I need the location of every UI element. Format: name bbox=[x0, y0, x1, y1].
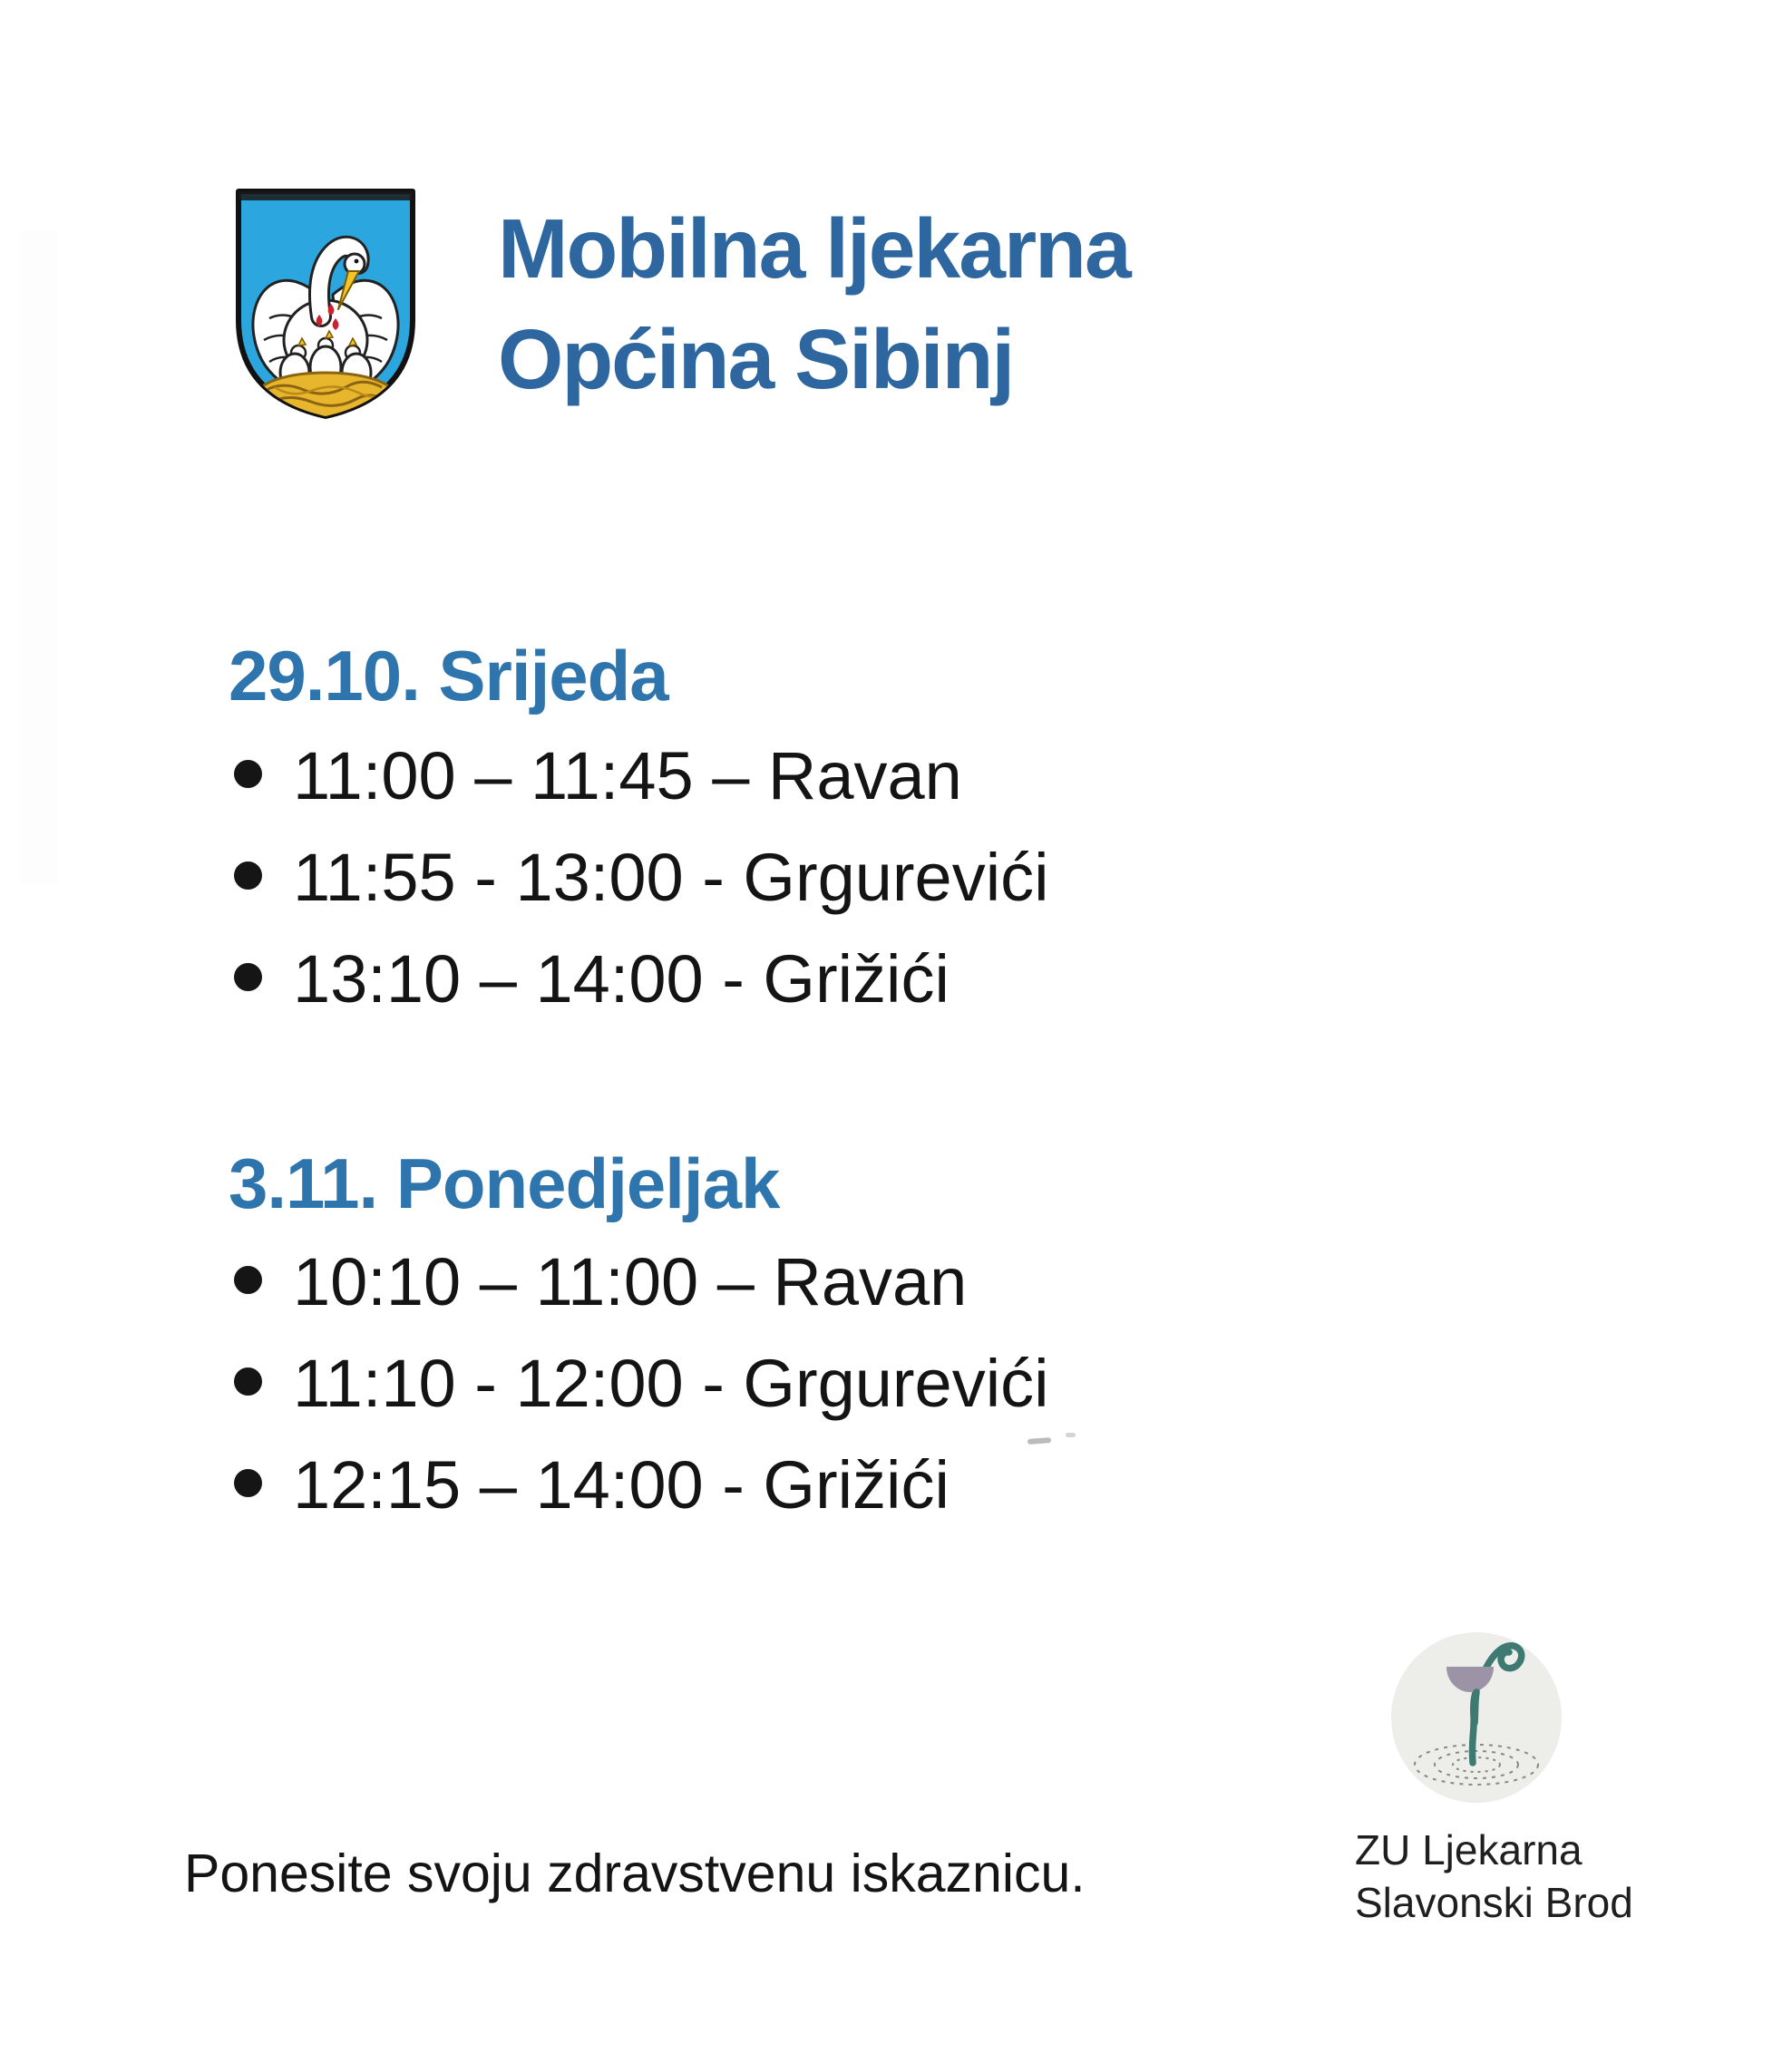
sibinj-coat-of-arms-icon bbox=[229, 184, 422, 423]
bullet-dot-icon bbox=[234, 861, 262, 890]
bullet-dot-icon bbox=[234, 1469, 262, 1497]
list-item bbox=[234, 1231, 1049, 1333]
schedule-entry: 12:15 – 14:00 - Grižići bbox=[293, 1447, 950, 1523]
pharmacy-name-line2: Slavonski Brod bbox=[1355, 1879, 1633, 1926]
schedule-date-heading-2: 3.11. Ponedjeljak bbox=[229, 1143, 780, 1223]
schedule-entry: 11:00 – 11:45 – Ravan bbox=[293, 738, 962, 813]
list-item bbox=[234, 725, 1049, 827]
flyer-title-line1: Mobilna ljekarna bbox=[498, 201, 1130, 296]
list-item bbox=[234, 929, 1049, 1030]
schedule-entry: 11:55 - 13:00 - Grgurevići bbox=[293, 840, 1049, 915]
schedule-date-heading-1: 29.10. Srijeda bbox=[229, 636, 668, 715]
bullet-dot-icon bbox=[234, 963, 262, 991]
list-item bbox=[234, 827, 1049, 929]
schedule-list-2 bbox=[229, 1231, 1049, 1536]
bullet-dot-icon bbox=[234, 1266, 262, 1294]
bring-health-card-note: Ponesite svoju zdravstvenu iskaznicu. bbox=[184, 1844, 1086, 1903]
flyer-title-line2: Općina Sibinj bbox=[498, 312, 1014, 406]
scan-artifact bbox=[20, 231, 58, 884]
schedule-list-1 bbox=[229, 725, 1049, 1030]
list-item bbox=[234, 1435, 1049, 1536]
erasure-artifact bbox=[1066, 1433, 1076, 1437]
schedule-entry: 13:10 – 14:00 - Grižići bbox=[293, 941, 950, 1017]
bullet-dot-icon bbox=[234, 760, 262, 788]
schedule-entry: 10:10 – 11:00 – Ravan bbox=[293, 1244, 968, 1319]
bullet-dot-icon bbox=[234, 1367, 262, 1396]
pharmacy-name-line1: ZU Ljekarna bbox=[1355, 1826, 1583, 1873]
flyer-title bbox=[498, 193, 1130, 414]
bowl-of-hygieia-icon bbox=[1389, 1629, 1563, 1810]
list-item bbox=[234, 1333, 1049, 1435]
schedule-entry: 11:10 - 12:00 - Grgurevići bbox=[293, 1346, 1049, 1421]
pharmacy-name bbox=[1355, 1824, 1633, 1929]
